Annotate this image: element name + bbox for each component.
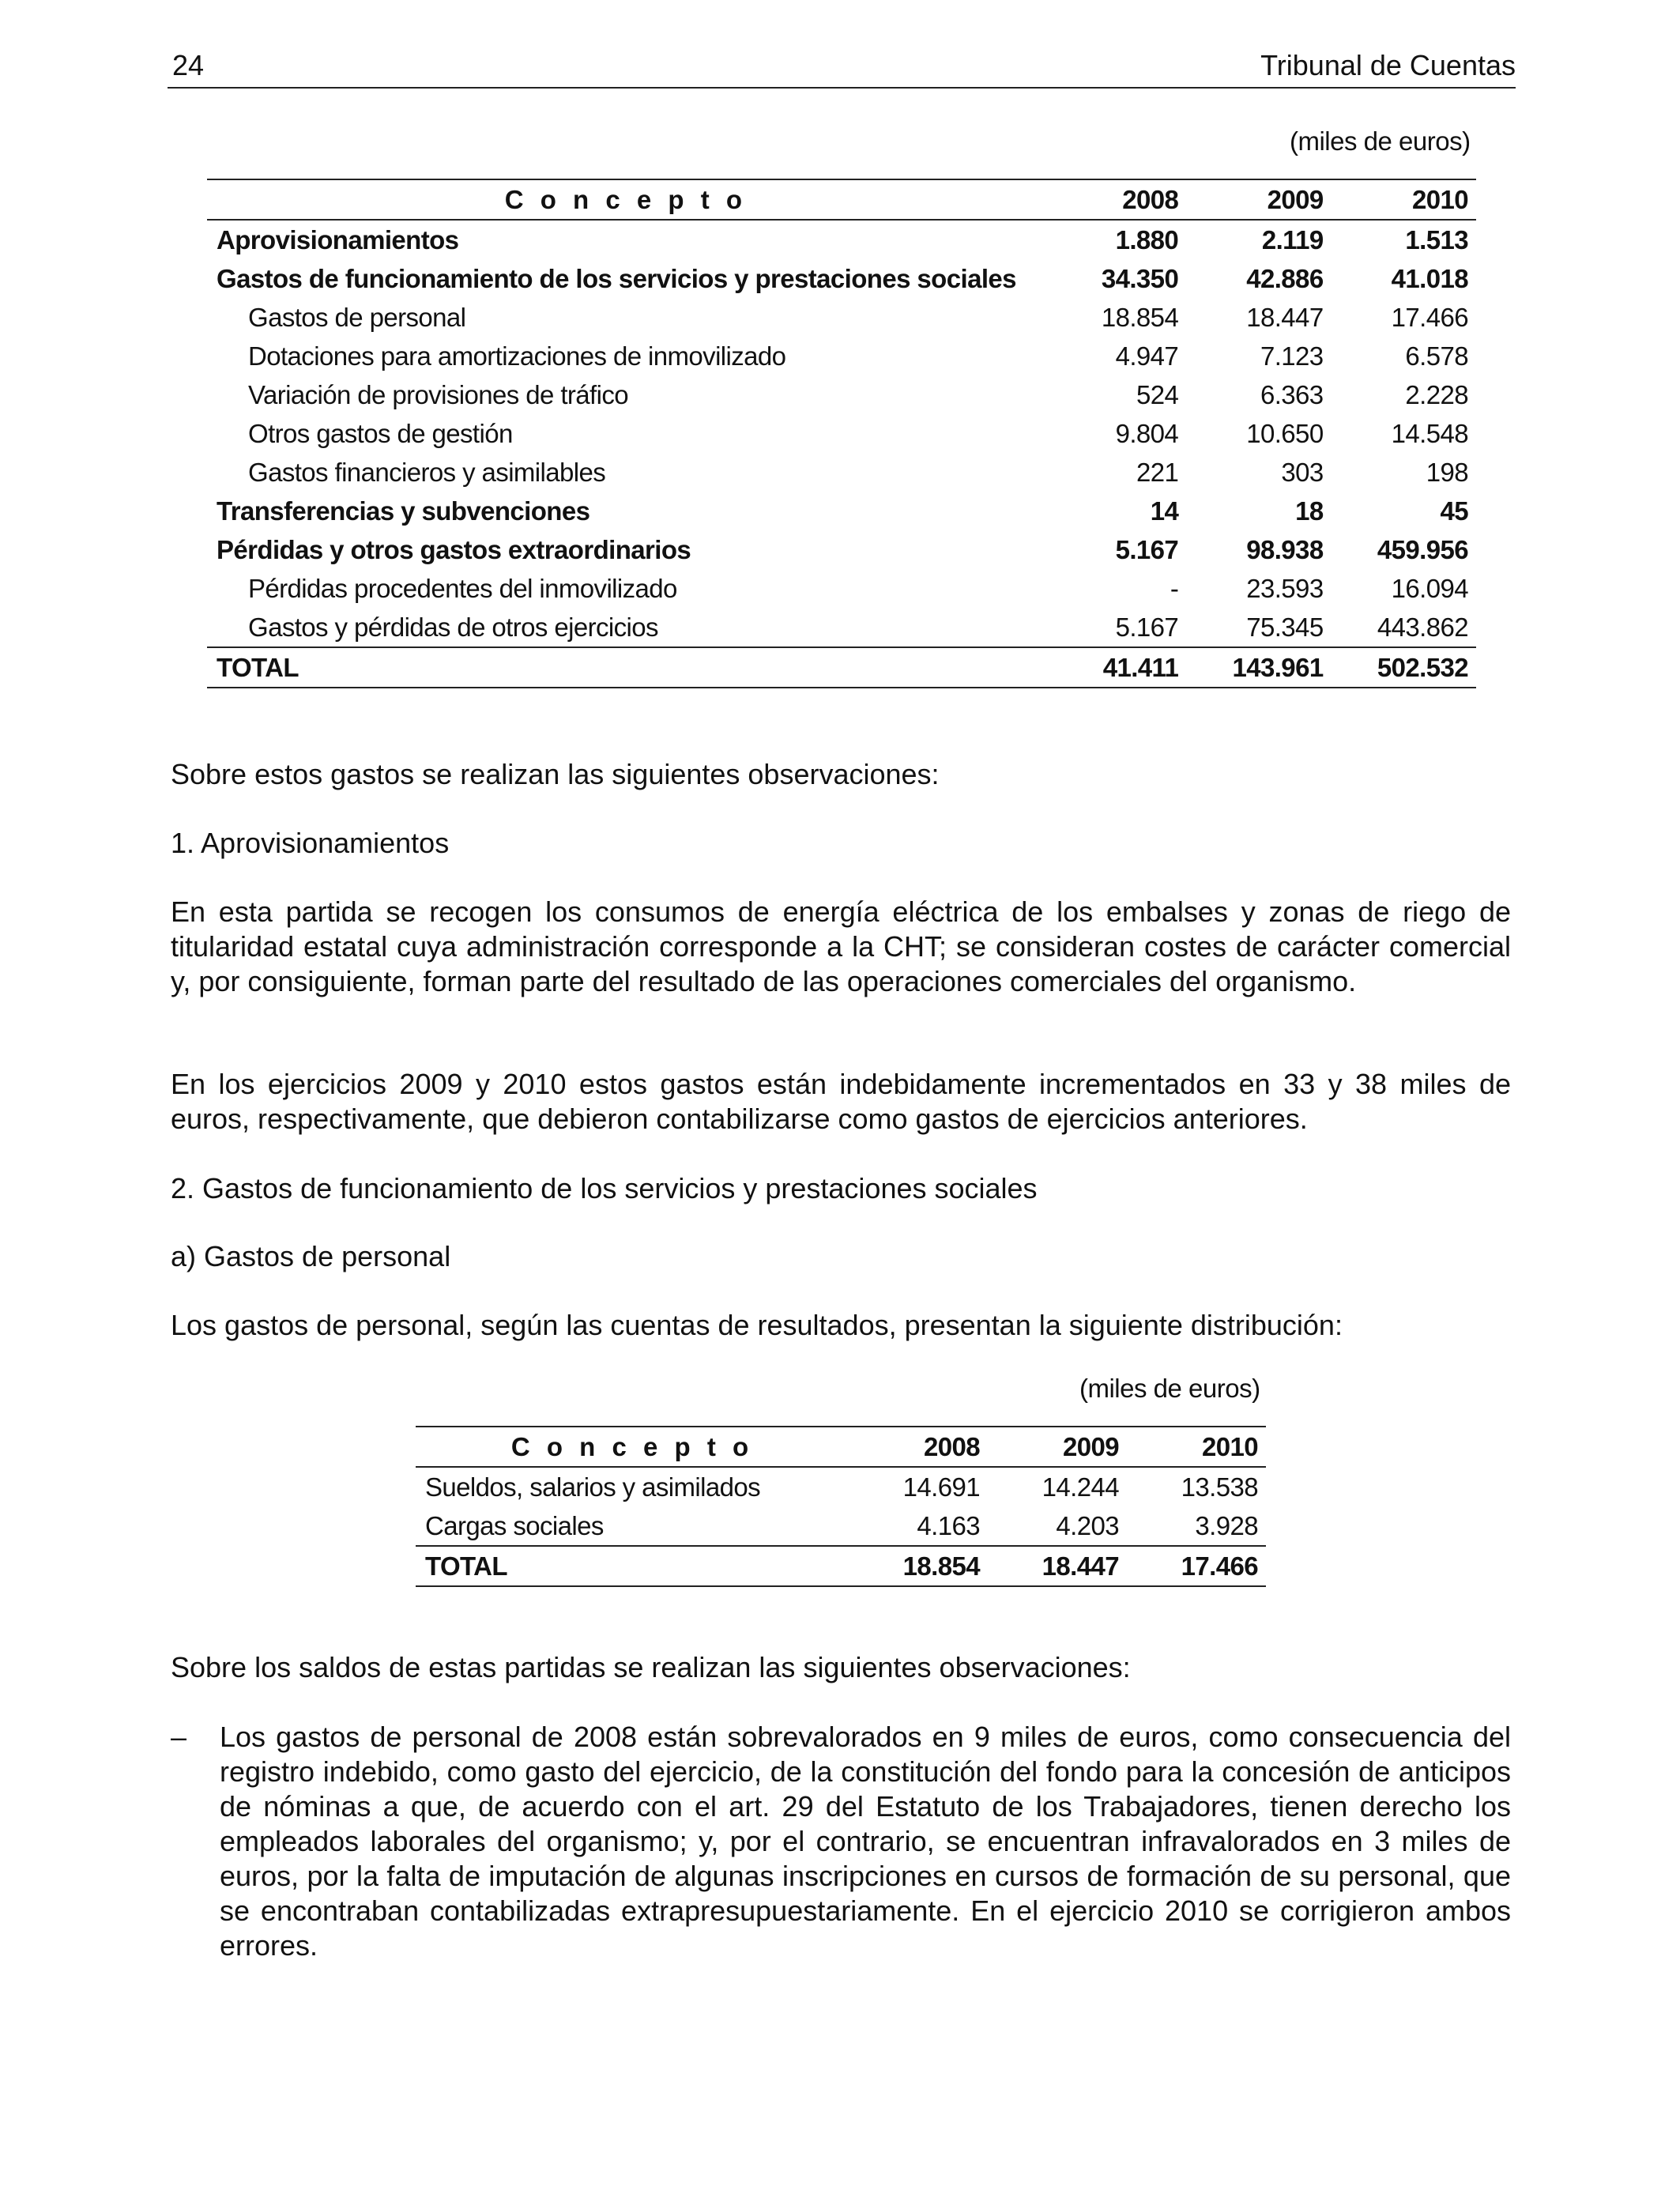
row-concept-cell: Gastos financieros y asimilables — [248, 458, 606, 487]
row-value-cell: 4.947 — [1115, 341, 1179, 371]
total-value-cell: 143.961 — [1186, 647, 1331, 688]
table-row — [207, 492, 1476, 530]
row-value-cell: 18.854 — [1101, 303, 1179, 332]
row-value-cell: 34.350 — [1101, 264, 1179, 293]
row-value-cell: 4.203 — [1056, 1511, 1119, 1540]
table-header-row — [207, 179, 1476, 220]
table2-units: (miles de euros) — [1079, 1374, 1260, 1403]
total-label-cell: TOTAL — [416, 1546, 849, 1586]
column-header-2010: 2010 — [1332, 179, 1476, 220]
total-value-cell: 17.466 — [1127, 1546, 1266, 1586]
bullet-dash: – — [171, 1721, 187, 1753]
row-value-cell: 459.956 — [1377, 535, 1468, 564]
column-header-2009: 2009 — [988, 1427, 1127, 1467]
table-row — [207, 259, 1476, 298]
row-value-cell: 221 — [1136, 458, 1179, 487]
row-concept-cell: Cargas sociales — [425, 1511, 604, 1540]
column-header-2009: 2009 — [1186, 179, 1331, 220]
row-value-cell: 14 — [1150, 496, 1179, 526]
row-concept-cell: Gastos de personal — [248, 303, 466, 332]
subsection-heading-gastos-personal: a) Gastos de personal — [171, 1240, 451, 1272]
row-concept-cell: Transferencias y subvenciones — [217, 496, 590, 526]
row-concept-cell: Pérdidas y otros gastos extraordinarios — [217, 535, 691, 564]
table-row — [207, 608, 1476, 647]
page-header — [168, 46, 1516, 89]
row-value-cell: 5.167 — [1115, 613, 1179, 642]
column-header-concepto: C o n c e p t o — [207, 179, 1045, 220]
row-value-cell: 13.538 — [1181, 1472, 1258, 1502]
document-title: Tribunal de Cuentas — [1260, 49, 1516, 81]
bullet-item — [171, 1720, 1511, 1963]
row-value-cell: 4.163 — [917, 1511, 980, 1540]
row-concept-cell: Dotaciones para amortizaciones de inmovilizado — [248, 341, 786, 371]
table-header-row — [416, 1427, 1266, 1467]
row-value-cell: 16.094 — [1391, 574, 1468, 603]
row-value-cell: 18.447 — [1246, 303, 1324, 332]
row-concept-cell: Aprovisionamientos — [217, 225, 459, 254]
row-value-cell: - — [1170, 574, 1179, 603]
row-value-cell: 2.228 — [1405, 380, 1468, 409]
row-concept-cell: Gastos de funcionamiento de los servicios y prestaciones sociales — [217, 264, 1016, 293]
table-row — [416, 1467, 1266, 1506]
personnel-expenses-table — [416, 1426, 1266, 1587]
paragraph-aprovisionamientos: En esta partida se recogen los consumos de energía eléctrica de los embalses y zonas de riego de titularidad estatal cuya administración corresponde a la CHT; se consideran costes de carácter comercial y, por consiguiente, forman parte del resultado de las operaciones comerciales del organismo. — [171, 895, 1511, 997]
row-concept-cell: Variación de provisiones de tráfico — [248, 380, 628, 409]
row-concept-cell: Sueldos, salarios y asimilados — [425, 1472, 761, 1502]
row-concept-cell: Otros gastos de gestión — [248, 419, 513, 448]
row-value-cell: 14.244 — [1042, 1472, 1119, 1502]
row-value-cell: 198 — [1426, 458, 1468, 487]
row-value-cell: 14.548 — [1391, 419, 1468, 448]
table-row — [207, 414, 1476, 453]
paragraph-observations-intro: Sobre estos gastos se realizan las siguientes observaciones: — [171, 758, 940, 790]
paragraph-saldos-observations: Sobre los saldos de estas partidas se realizan las siguientes observaciones: — [171, 1651, 1131, 1683]
table-row — [207, 453, 1476, 492]
row-concept-cell: Gastos y pérdidas de otros ejercicios — [248, 613, 658, 642]
column-header-2008: 2008 — [849, 1427, 988, 1467]
page-number: 24 — [172, 49, 205, 81]
row-value-cell: 2.119 — [1261, 225, 1324, 254]
row-value-cell: 41.018 — [1391, 264, 1468, 293]
bullet-text: Los gastos de personal de 2008 están sobrevalorados en 9 miles de euros, como consecuencia del registro indebido, como gasto del ejercicio, de la constitución del fondo para la concesión de anticipos de nóminas a que, de acuerdo con el art. 29 del Estatuto de los Trabajadores, tienen derecho los empleados laborales del organismo; y, por el contrario, se encuentran infravalorados en 3 miles de euros, por la falta de imputación de algunas inscripciones en cursos de formación de su personal, que se encontraban contabilizadas extrapresupuestariamente. En el ejercicio 2010 se corrigieron ambos errores. — [220, 1721, 1511, 1962]
row-value-cell: 42.886 — [1246, 264, 1324, 293]
table-row — [207, 375, 1476, 414]
row-value-cell: 7.123 — [1260, 341, 1324, 371]
row-value-cell: 1.513 — [1405, 225, 1468, 254]
row-value-cell: 6.363 — [1260, 380, 1324, 409]
table-row — [207, 220, 1476, 259]
column-header-2008: 2008 — [1045, 179, 1186, 220]
total-row — [207, 647, 1476, 688]
row-value-cell: 3.928 — [1195, 1511, 1258, 1540]
row-value-cell: 303 — [1281, 458, 1324, 487]
table-row — [207, 298, 1476, 337]
row-value-cell: 18 — [1295, 496, 1324, 526]
column-header-concepto: C o n c e p t o — [416, 1427, 849, 1467]
table-row — [207, 569, 1476, 608]
row-value-cell: 1.880 — [1115, 225, 1179, 254]
row-value-cell: 17.466 — [1391, 303, 1468, 332]
table-row — [207, 337, 1476, 375]
table-row — [207, 530, 1476, 569]
table-row — [416, 1506, 1266, 1546]
column-header-2010: 2010 — [1127, 1427, 1266, 1467]
paragraph-distribucion: Los gastos de personal, según las cuentas de resultados, presentan la siguiente distribución: — [171, 1309, 1343, 1341]
total-value-cell: 502.532 — [1332, 647, 1476, 688]
total-row — [416, 1546, 1266, 1586]
row-value-cell: 6.578 — [1405, 341, 1468, 371]
row-value-cell: 23.593 — [1246, 574, 1324, 603]
row-value-cell: 75.345 — [1246, 613, 1324, 642]
total-value-cell: 41.411 — [1045, 647, 1186, 688]
row-value-cell: 10.650 — [1246, 419, 1324, 448]
section-heading-gastos-funcionamiento: 2. Gastos de funcionamiento de los servicios y prestaciones sociales — [171, 1172, 1038, 1204]
total-value-cell: 18.854 — [849, 1546, 988, 1586]
row-concept-cell: Pérdidas procedentes del inmovilizado — [248, 574, 677, 603]
total-value-cell: 18.447 — [988, 1546, 1127, 1586]
paragraph-ejercicios: En los ejercicios 2009 y 2010 estos gastos están indebidamente incrementados en 33 y 38 miles de euros, respectivamente, que debieron contabilizarse como gastos de ejercicios anteriores. — [171, 1068, 1511, 1135]
table1-units: (miles de euros) — [1290, 126, 1471, 156]
row-value-cell: 5.167 — [1115, 535, 1179, 564]
expenses-table — [207, 179, 1476, 688]
row-value-cell: 14.691 — [902, 1472, 980, 1502]
row-value-cell: 524 — [1136, 380, 1179, 409]
section-heading-aprovisionamientos: 1. Aprovisionamientos — [171, 827, 450, 859]
row-value-cell: 9.804 — [1115, 419, 1179, 448]
total-label-cell: TOTAL — [207, 647, 1045, 688]
row-value-cell: 98.938 — [1246, 535, 1324, 564]
row-value-cell: 443.862 — [1377, 613, 1468, 642]
row-value-cell: 45 — [1440, 496, 1468, 526]
